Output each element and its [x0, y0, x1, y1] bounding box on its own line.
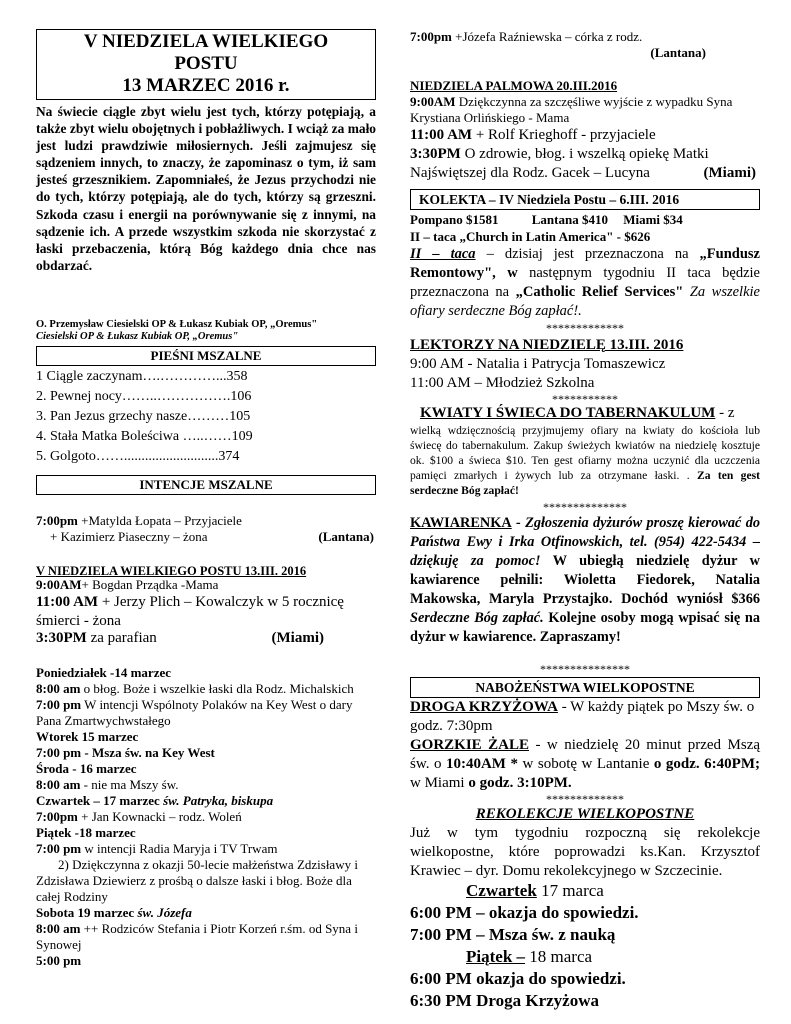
mass-time: 7:00pm — [410, 29, 452, 44]
mass-time: 7:00 pm — [36, 841, 82, 856]
day-header: Czwartek – 17 marzec — [36, 793, 160, 808]
mass-intention: W intencji Wspólnoty Polaków na Key West o dary Pana Zmartwychwstałego — [36, 697, 353, 728]
collection-lantana: Lantana $410 — [531, 212, 608, 227]
day-header: Poniedziałek -14 marzec — [36, 665, 172, 680]
sunday-evening-mass — [410, 29, 760, 61]
hymn-item: 2. Pewnej nocy……..…………….106 — [36, 389, 252, 404]
cafe-text-2: Kolejne osoby mogą wpisać się na dyżur w kawiarence. Zapraszamy! — [410, 610, 760, 645]
mass-time: 8:00 am — [36, 681, 81, 696]
flowers-body: wielką wdzięcznością przyjmujemy ofiary na kwiaty do kościoła lub świecę do tabernakulum. Zakup świeżych kwiatów na niedzielę kosztuje ok. $100 a świeca $10. Ten gest ofiarny można uczynić dla uczczenia pamięci zmarłych i żywych lub za otrzymane łaski. . — [410, 424, 760, 482]
collection-text: następnym tygodniu II taca będzie przeznaczona na — [410, 265, 760, 300]
day-header: Sobota 19 marzec — [36, 905, 135, 920]
lectors-header: LEKTORZY NA NIEDZIELĘ 13.III. 2016 — [410, 337, 684, 353]
title-line-3: 13 MARZEC 2016 r. — [122, 75, 290, 96]
collection-today — [410, 245, 760, 321]
stations-of-cross — [410, 698, 760, 736]
mass-time: 7:00pm — [36, 809, 78, 824]
collection-fund: „Fundusz Remontowy", w — [410, 246, 760, 281]
cafe-header: KAWIARENKA — [410, 515, 512, 531]
mass-time: 3:30PM — [36, 630, 87, 646]
mass-intention: - nie ma Mszy św. — [80, 777, 179, 792]
mass-intention: 2) Dziękczynna z okazji 50-lecie małżeństwa Zdzisławy i Zdzisława Dziewierz z prośbą o dalsze łaski i błog. Boże dla całej Rodziny — [36, 857, 358, 904]
bulletin-title — [36, 29, 376, 100]
title-line-2: POSTU — [174, 53, 238, 74]
mass-intention: o błog. Boże i wszelkie łaski dla Rodz. Michalskich — [80, 681, 354, 696]
collection-thanks: Za wszelkie ofiary serdeczne Bóg zapłać!. — [410, 284, 760, 319]
lament-label: GORZKIE ŻALE — [410, 737, 529, 753]
mass-time: 7:00pm — [36, 513, 78, 528]
reflection-author-repeat: Ciesielski OP & Łukasz Kubiak OP, „Oremus" — [36, 331, 239, 342]
hymn-item: 4. Stała Matka Boleściwa …..……109 — [36, 429, 253, 444]
mass-intention: +Józefa Raźniewska – córka z rodz. — [451, 29, 643, 44]
mass-time: 7:00 pm — [36, 697, 82, 712]
hymn-item: 1 Ciągle zaczynam….…………...358 — [36, 369, 248, 384]
retreat-date: 17 marca — [536, 881, 604, 900]
flowers-thanks: Za ten gest serdeczne Bóg zapłać! — [410, 469, 760, 497]
retreat-line: 6:00 PM okazja do spowiedzi. — [410, 969, 626, 988]
lectors-line-2: 11:00 AM – Młodzież Szkolna — [410, 375, 595, 391]
weekday-intentions — [36, 665, 376, 969]
lectors-line-1: 9:00 AM - Natalia i Patrycja Tomaszewicz — [410, 356, 666, 372]
mass-time: 8:00 am — [36, 921, 81, 936]
mass-intention: ++ Rodziców Stefania i Piotr Korzeń r.śm. od Syna i Synowej — [36, 921, 358, 952]
mass-intention: + Rolf Krieghoff - przyjaciele — [472, 127, 656, 143]
separator: ************* — [546, 792, 624, 806]
mass-time: 9:00AM — [410, 94, 456, 109]
mass-intention: + Bogdan Prządka -Mama — [81, 577, 219, 592]
lament-time: o godz. 3:10PM. — [468, 775, 572, 791]
saturday-intentions — [36, 513, 376, 545]
hymn-item: 3. Pan Jezus grzechy nasze………105 — [36, 409, 251, 424]
collection-amounts — [410, 212, 760, 228]
stations-label: DROGA KRZYŻOWA — [410, 699, 558, 715]
stations-text: - W każdy piątek po Mszy św. o godz. 7:30pm — [410, 699, 755, 734]
retreat-date: 18 marca — [525, 947, 593, 966]
retreat-header: REKOLEKCJE WIELKOPOSTNE — [475, 806, 695, 822]
saint-name: św. Patryka, biskupa — [159, 793, 274, 808]
cafe-intro: - Zgłoszenia dyżurów proszę kierować do Państwa Ewy i Irka Otfinowskich, tel. (954) 422-5434 – dziękuję za pomoc! — [410, 515, 760, 569]
mass-location: (Miami) — [271, 630, 324, 646]
reflection-text: Na świecie ciągle zbyt wielu jest tych, którzy potępiają, a także zbyt wielu obojętnych i pobłażliwych. I wciąż za mało jest ludzi prawdziwie miłosiernych. Jeśli zajmujesz się sądzeniem innych, to znaczy, że zapominasz o tym, iż sam jesteś grzesznikiem. Zapomniałeś, że Jezus przychodzi nie do tych, którzy potępiają, ale do tych, którzy są grzeszni. Szkoda czasu i energii na porównywanie się z innymi, na sądzenie ich. A przede wszystkim szkoda nie skorzystać z łaski przebaczenia, którą Bóg każdego dnia chce nas obdarzać. — [36, 104, 376, 273]
mass-location: (Lantana) — [318, 529, 374, 544]
collection-pompano: Pompano $1581 — [410, 212, 499, 227]
collection-crs: „Catholic Relief Services" — [515, 284, 684, 300]
retreat-day: Czwartek — [466, 881, 537, 900]
collection-text: – dzisiaj jest przeznaczona na — [475, 246, 700, 262]
flowers-header-suffix: - z — [715, 405, 735, 421]
mass-time: 11:00 AM — [36, 594, 99, 610]
sunday-header: V NIEDZIELA WIELKIEGO POSTU 13.III. 2016 — [36, 564, 307, 578]
separator: ************* — [546, 321, 624, 335]
separator: *************** — [540, 662, 630, 676]
mass-intention: 7:00 pm - Msza św. na Key West — [36, 745, 215, 760]
retreat-thursday — [410, 880, 760, 902]
mass-time: 8:00 am — [36, 777, 81, 792]
cafe-text: W ubiegłą niedzielę dyżur w kawiarence pełnili: Wioletta Fiedorek, Natalia Makowska, Maryla Przystajko. Dochód wyniósł $366 — [410, 553, 760, 607]
mass-location: (Lantana) — [650, 45, 706, 60]
collection-header: KOLEKTA – IV Niedziela Postu – 6.III. 2016 — [410, 189, 760, 210]
collection-miami: Miami $34 — [623, 212, 683, 227]
flowers-header: KWIATY I ŚWIECA DO TABERNAKULUM — [420, 405, 716, 421]
hymn-item: 5. Golgoto……...........................374 — [36, 449, 240, 464]
cafe-thanks: Serdeczne Bóg zapłać. — [410, 610, 544, 626]
lament-time: 10:40AM * — [445, 756, 518, 772]
separator: ************** — [543, 500, 627, 514]
day-header: Środa - 16 marzec — [36, 761, 137, 776]
saint-name: św. Józefa — [134, 905, 192, 920]
retreat-day: Piątek – — [466, 947, 526, 966]
day-header: Wtorek 15 marzec — [36, 729, 139, 744]
mass-location: (Miami) — [703, 165, 756, 181]
second-collection-label: II – taca — [410, 246, 476, 262]
title-line-1: V NIEDZIELA WIELKIEGO — [83, 31, 329, 52]
hymns-header: PIEŚNI MSZALNE — [36, 346, 376, 366]
lament-time: o godz. 6:40PM; — [653, 756, 760, 772]
mass-intention: w intencji Radia Maryja i TV Trwam — [81, 841, 278, 856]
retreat-line: 7:00 PM – Msza św. z nauką — [410, 925, 616, 944]
mass-intention: +Matylda Łopata – Przyjaciele — [81, 513, 242, 528]
lent-header: NABOŻEŃSTWA WIELKOPOSTNE — [410, 677, 760, 698]
mass-intention: + Kazimierz Piaseczny – żona — [50, 529, 208, 544]
mass-intention: + Jerzy Plich – Kowalczyk w 5 rocznicę śmierci - żona — [36, 594, 344, 629]
retreat-line: 6:00 PM – okazja do spowiedzi. — [410, 903, 639, 922]
mass-time: 9:00AM — [36, 577, 82, 592]
bitter-lament — [410, 736, 760, 793]
mass-time: 3:30PM — [410, 146, 461, 162]
mass-intention: Dziękczynna za szczęśliwe wyjście z wypadku Syna Krystiana Orlińskiego - Mama — [410, 94, 733, 125]
mass-intention: + Jan Kownacki – rodz. Woleń — [77, 809, 242, 824]
hymns-list — [36, 367, 376, 467]
collection-second: II – taca „Church in Latin America" - $626 — [410, 229, 651, 244]
retreat-friday — [410, 946, 760, 968]
mass-time: 5:00 pm — [36, 953, 82, 968]
separator: *********** — [552, 392, 618, 406]
lament-text: w Miami — [410, 775, 469, 791]
lament-text: - w niedzielę 20 minut przed Mszą św. o — [410, 737, 761, 772]
mass-intention: O zdrowie, błog. i wszelką opiekę Matki Najświętszej dla Rodz. Gacek – Lucyna — [410, 146, 709, 181]
flowers-text — [410, 423, 760, 498]
retreat-line: 6:30 PM Droga Krzyżowa — [410, 991, 599, 1010]
intentions-header: INTENCJE MSZALNE — [36, 475, 376, 495]
palm-sunday-header: NIEDZIELA PALMOWA 20.III.2016 — [410, 78, 618, 93]
mass-intention: za parafian — [86, 630, 157, 646]
mass-time: 11:00 AM — [410, 127, 473, 143]
reflection-author: O. Przemysław Ciesielski OP & Łukasz Kubiak OP, „Oremus" — [36, 319, 318, 330]
cafe-section — [410, 514, 760, 647]
day-header: Piątek -18 marzec — [36, 825, 136, 840]
lament-text: w sobotę w Lantanie — [518, 756, 654, 772]
retreat-text: Już w tym tygodniu rozpoczną się rekolekcje wielkopostne, które poprowadzi ks.Kan. Krzysztof Krawiec – dyr. Domu rekolekcyjnego w Szczecinie. — [410, 825, 760, 879]
flowers-title — [410, 404, 760, 423]
